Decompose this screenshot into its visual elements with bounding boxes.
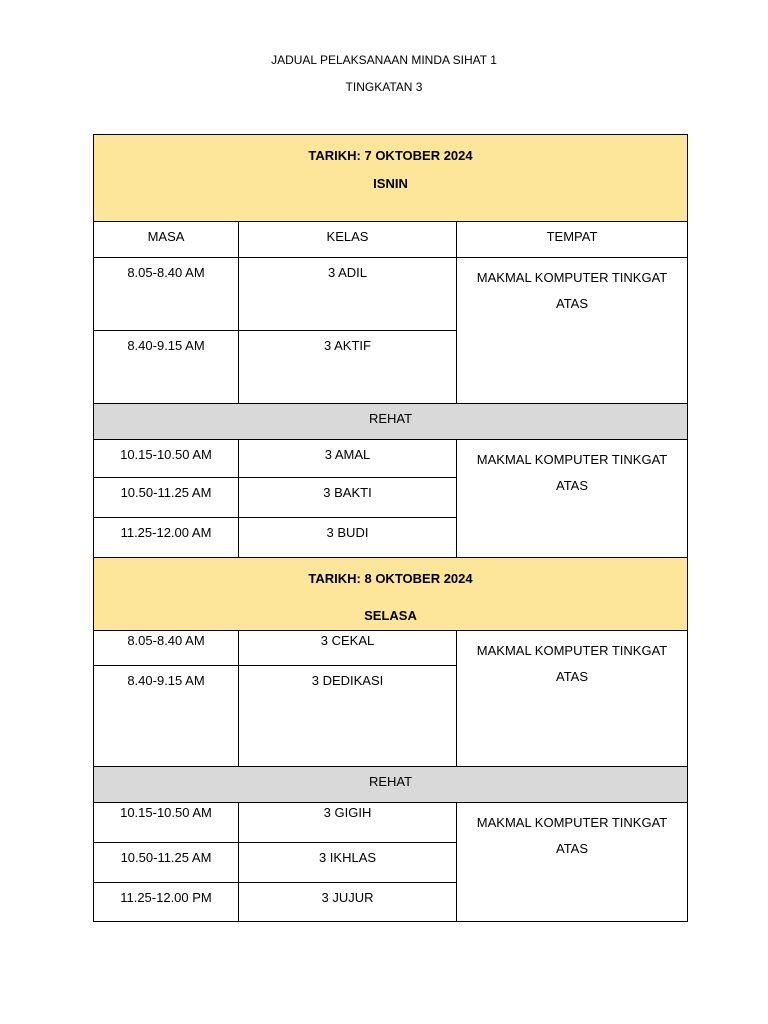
time-cell: 11.25-12.00 AM <box>94 518 239 558</box>
date-cell <box>94 135 688 222</box>
place-cell: MAKMAL KOMPUTER TINKGAT ATAS <box>457 803 688 922</box>
class-cell: 3 JUJUR <box>239 883 457 922</box>
schedule-table <box>93 134 688 922</box>
document-title: JADUAL PELAKSANAAN MINDA SIHAT 1 <box>271 53 497 67</box>
time-cell: 8.40-9.15 AM <box>94 331 239 404</box>
class-cell: 3 AMAL <box>239 440 457 478</box>
time-cell: 10.15-10.50 AM <box>94 803 239 843</box>
column-header-row <box>94 222 688 258</box>
time-cell: 8.40-9.15 AM <box>94 666 239 767</box>
date-row-day1 <box>94 135 688 222</box>
time-cell: 10.50-11.25 AM <box>94 478 239 518</box>
time-cell: 8.05-8.40 AM <box>94 631 239 666</box>
class-cell: 3 ADIL <box>239 258 457 331</box>
date-label: TARIKH: 8 OKTOBER 2024 <box>308 571 473 586</box>
break-row <box>94 767 688 803</box>
kelas-header: KELAS <box>239 222 457 258</box>
day-label: SELASA <box>364 608 417 623</box>
break-row <box>94 404 688 440</box>
tempat-header: TEMPAT <box>457 222 688 258</box>
class-cell: 3 CEKAL <box>239 631 457 666</box>
document-subtitle: TINGKATAN 3 <box>345 80 423 94</box>
class-cell: 3 IKHLAS <box>239 843 457 883</box>
time-cell: 10.15-10.50 AM <box>94 440 239 478</box>
class-cell: 3 AKTIF <box>239 331 457 404</box>
class-cell: 3 BUDI <box>239 518 457 558</box>
time-cell: 8.05-8.40 AM <box>94 258 239 331</box>
date-label: TARIKH: 7 OKTOBER 2024 <box>308 148 473 163</box>
break-label: REHAT <box>94 767 688 803</box>
date-row-day2 <box>94 558 688 631</box>
place-cell: MAKMAL KOMPUTER TINKGAT ATAS <box>457 440 688 558</box>
place-cell: MAKMAL KOMPUTER TINKGAT ATAS <box>457 258 688 404</box>
time-cell: 10.50-11.25 AM <box>94 843 239 883</box>
place-cell: MAKMAL KOMPUTER TINKGAT ATAS <box>457 631 688 767</box>
table-row <box>94 803 688 843</box>
table-row <box>94 258 688 331</box>
class-cell: 3 GIGIH <box>239 803 457 843</box>
table-row <box>94 440 688 478</box>
class-cell: 3 BAKTI <box>239 478 457 518</box>
date-cell <box>94 558 688 631</box>
masa-header: MASA <box>94 222 239 258</box>
table-row <box>94 631 688 666</box>
class-cell: 3 DEDIKASI <box>239 666 457 767</box>
day-label: ISNIN <box>373 176 408 191</box>
break-label: REHAT <box>94 404 688 440</box>
time-cell: 11.25-12.00 PM <box>94 883 239 922</box>
